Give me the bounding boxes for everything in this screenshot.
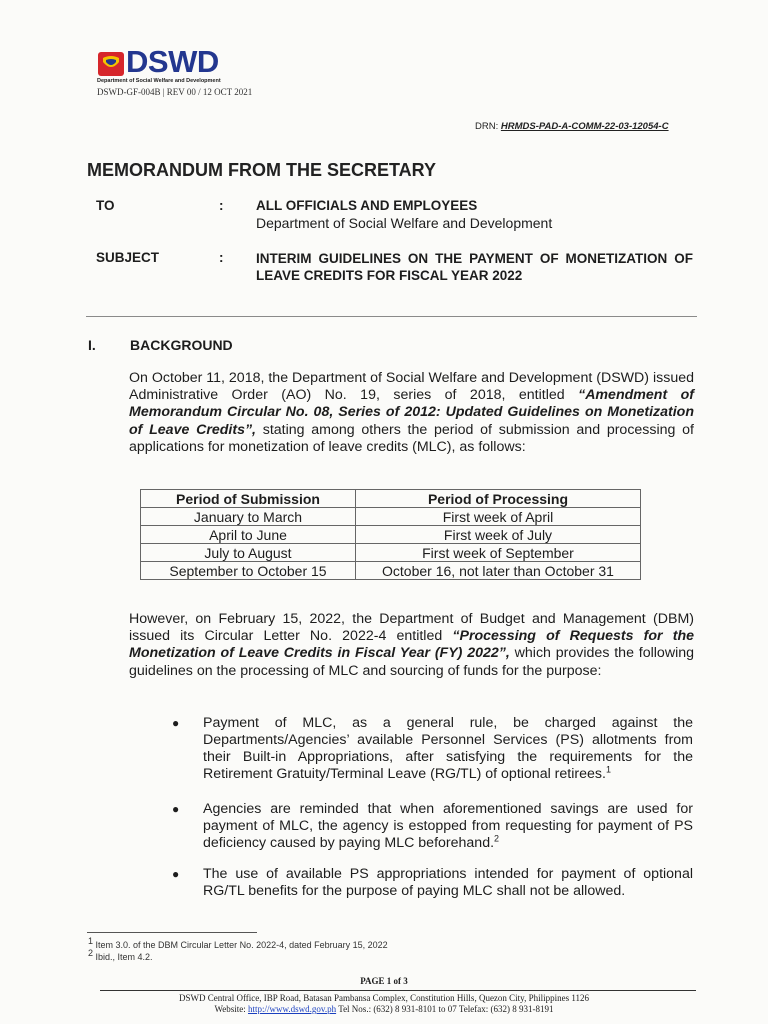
to-colon: : (219, 198, 224, 213)
to-label: TO (96, 198, 115, 213)
table-row (141, 562, 641, 580)
table-cell: First week of July (356, 526, 641, 544)
para1-title: “Amendment of Memorandum Circular No. 08, Series of 2012: Updated Guidelines on Monetization of Leave Credits”, (129, 387, 695, 438)
table-cell: September to October 15 (141, 562, 356, 580)
drn-label: DRN: (475, 121, 499, 132)
bullet-icon: ● (172, 802, 180, 816)
table-cell: First week of September (356, 544, 641, 562)
footnote-number: 2 (88, 948, 94, 958)
to-department: Department of Social Welfare and Development (256, 215, 553, 231)
table-cell: April to June (141, 526, 356, 544)
memo-title: MEMORANDUM FROM THE SECRETARY (87, 160, 436, 180)
website-label: Website: (214, 1004, 249, 1014)
drn-value: HRMDS-PAD-A-COMM-22-03-12054-C (500, 121, 669, 132)
bullet-text: Payment of MLC, as a general rule, be charged against the Departments/Agencies’ available Personnel Services (PS) allotments from their Built-in Appropriations, after satisfying the requirements for the Retirement Gratuity/Terminal Leave (RG/TL) of optional retirees. (203, 715, 693, 782)
footnote-divider (87, 932, 257, 933)
section-title: BACKGROUND (130, 337, 233, 353)
table-cell: July to August (141, 544, 356, 562)
table-row (141, 544, 641, 562)
list-item (203, 715, 693, 783)
to-recipients: ALL OFFICIALS AND EMPLOYEES (256, 198, 478, 213)
footnote (88, 936, 388, 950)
bullet-text: The use of available PS appropriations intended for payment of optional RG/TL benefits for the purpose of paying MLC shall not be allowed. (203, 866, 693, 899)
footnote-text: Item 3.0. of the DBM Circular Letter No. 2022-4, dated February 15, 2022 (93, 940, 388, 950)
periods-table (140, 489, 641, 580)
form-code: DSWD-GF-004B | REV 00 / 12 OCT 2021 (97, 87, 253, 97)
list-item (203, 801, 693, 852)
footer-contact (0, 1004, 768, 1014)
document-reference (475, 121, 669, 132)
table-cell: First week of April (356, 508, 641, 526)
footnote-ref: 2 (494, 833, 500, 844)
logo-subtitle: Department of Social Welfare and Development (97, 78, 221, 84)
para2-title: “Processing of Requests for the Monetization of Leave Credits in Fiscal Year (FY) 2022”, (129, 628, 695, 662)
background-paragraph-1 (129, 370, 694, 456)
footnote (88, 948, 153, 962)
footnote-number: 1 (88, 936, 94, 946)
bullet-icon: ● (172, 716, 180, 730)
table-row (141, 508, 641, 526)
section-number: I. (88, 337, 96, 353)
table-cell: October 16, not later than October 31 (356, 562, 641, 580)
website-link[interactable]: http://www.dswd.gov.ph (248, 1004, 337, 1014)
table-cell: January to March (141, 508, 356, 526)
divider (86, 316, 697, 317)
table-header-row (141, 490, 641, 508)
para2-text-end: which provides the following guidelines on the processing of MLC and sourcing of funds for the purpose: (129, 645, 694, 679)
subject-colon: : (219, 250, 224, 265)
footnote-text: Ibid., Item 4.2. (93, 952, 153, 962)
list-item (203, 866, 693, 900)
dswd-logo-icon (97, 50, 125, 78)
bullet-text: Agencies are reminded that when aforementioned savings are used for payment of MLC, the agency is estopped from requesting for payment of PS deficiency caused by paying MLC beforehand. (203, 801, 693, 851)
para1-text-end: stating among others the period of submission and processing of applications for monetization of leave credits (MLC), as follows: (129, 421, 694, 455)
table-row (141, 526, 641, 544)
bullet-icon: ● (172, 867, 180, 881)
page-number: PAGE 1 of 3 (360, 976, 408, 986)
column-header: Period of Processing (356, 490, 641, 508)
column-header: Period of Submission (141, 490, 356, 508)
para1-text: On October 11, 2018, the Department of Social Welfare and Development (DSWD) issued Administrative Order (AO) No. 19, series of 2018, entitled (129, 370, 694, 404)
subject-label: SUBJECT (96, 250, 160, 265)
contact-numbers: Tel Nos.: (632) 8 931-8101 to 07 Telefax: (632) 8 931-8191 (336, 1004, 554, 1014)
background-paragraph-2 (129, 611, 694, 680)
footer-address: DSWD Central Office, IBP Road, Batasan Pambansa Complex, Constitution Hills, Quezon City, Philippines 1126 (178, 993, 590, 1003)
logo-wordmark: DSWD (126, 44, 219, 79)
footnote-ref: 1 (605, 764, 611, 775)
subject-text: INTERIM GUIDELINES ON THE PAYMENT OF MONETIZATION OF LEAVE CREDITS FOR FISCAL YEAR 2022 (256, 251, 693, 283)
footer-divider (100, 990, 696, 991)
para2-text: However, on February 15, 2022, the Department of Budget and Management (DBM) issued its Circular Letter No. 2022-4 entitled (129, 611, 694, 645)
